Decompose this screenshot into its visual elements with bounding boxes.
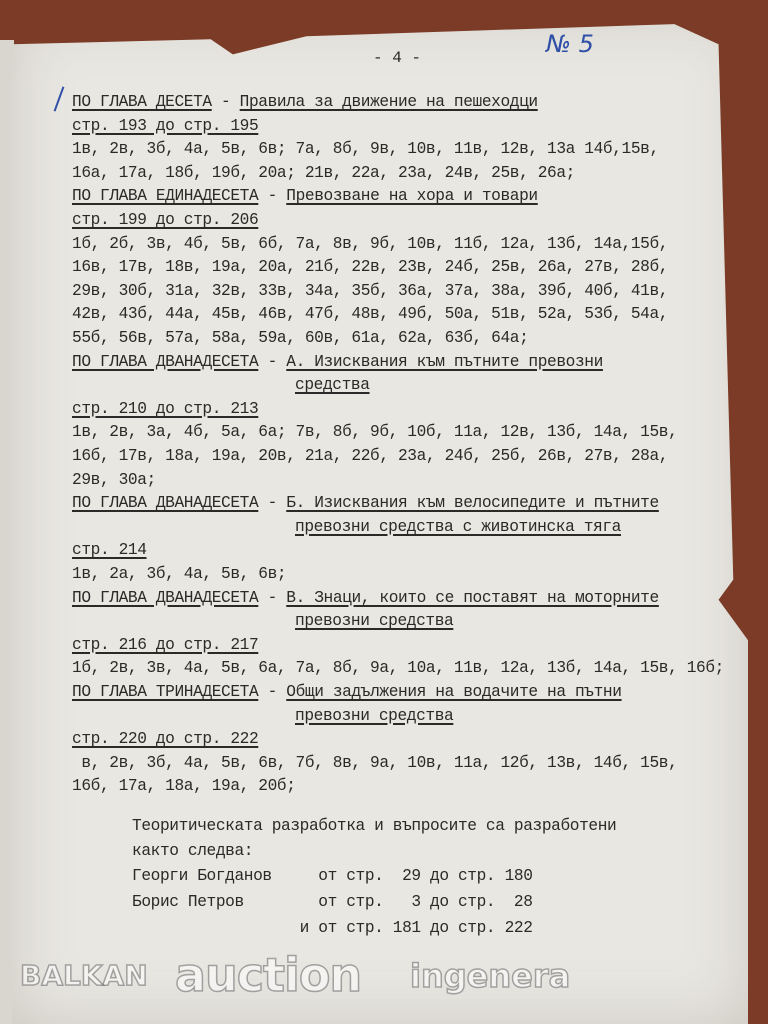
author-line [132,866,533,886]
chapter-label: ПО ГЛАВА ДВАНАДЕСЕТА [72,588,259,607]
page-range [72,635,258,655]
section-title: превозни средства [295,612,454,631]
answer-line [72,564,286,584]
section-heading [72,682,622,702]
answer-text: в, 2в, 3б, 4а, 5в, 6в, 7б, 8в, 9а, 10в, 11а, 12б, 13в, 14б, 15в, [72,753,678,772]
page-range-text: стр. 220 до стр. 222 [72,730,259,749]
page-range-text: стр. 216 до стр. 217 [72,635,259,654]
watermark-line2: auction [175,948,362,1002]
answer-line [72,139,659,159]
page-range-text: стр. 214 [72,541,147,560]
answer-text: 16б, 17в, 18а, 19а, 20в, 21а, 22б, 23а, 24б, 25б, 26в, 27в, 28а, [72,447,669,465]
answer-text: 16б, 17а, 18а, 19а, 20б; [72,777,296,796]
page-range [72,116,258,136]
answer-text: 55б, 56в, 57а, 58а, 59а, 60в, 61а, 62а, 63б, 64а; [72,329,529,347]
background-paper-edge [0,40,14,1024]
answer-line [72,470,156,490]
answer-line [72,776,296,796]
page-range-text: стр. 199 до стр. 206 [72,211,259,229]
dash-separator: - [258,494,287,513]
answer-text: 1б, 2в, 3в, 4а, 5в, 6а, 7а, 8б, 9а, 10а, 11в, 12а, 13б, 14а, 15в, 16б; [72,659,724,678]
answer-line [72,328,528,348]
section-heading [72,493,659,513]
dash-separator: - [258,588,287,607]
chapter-label: ПО ГЛАВА ДВАНАДЕСЕТА [72,352,259,371]
chapter-label: ПО ГЛАВА ЕДИНАДЕСЕТА [72,187,259,206]
dash-separator: - [258,187,287,206]
answer-line [72,446,668,466]
footer-text: Теоритическата разработка и въпросите са разработени [132,817,617,835]
section-title: превозни средства с животинска тяга [295,517,621,536]
section-title: А. Изисквания към пътните превозни [286,352,603,371]
footer-intro [132,816,616,836]
dash-separator: - [258,683,287,701]
answer-text: 1в, 2в, 3а, 4б, 5а, 6а; 7в, 8б, 9б, 10б, 11а, 12в, 13б, 14а, 15в, [72,423,678,442]
page-range [72,399,258,419]
section-title: Б. Изисквания към велосипедите и пътните [286,494,659,513]
section-title: превозни средства [295,706,454,725]
page-number: - 4 - [373,49,422,67]
section-title-continued [295,375,370,395]
answer-line [72,234,668,254]
answer-text: 1в, 2в, 3б, 4а, 5в, 6в; 7а, 8б, 9в, 10в, 11в, 12в, 13а 14б,15в, [72,140,659,159]
author-text: и от стр. 181 до стр. 222 [132,919,533,937]
section-title: Превозване на хора и товари [286,187,538,206]
watermark-line3: ingenera [410,957,571,995]
section-title: Правила за движение на пешеходци [239,93,538,111]
page-range [72,540,147,560]
answer-line [72,658,724,678]
page-range-text: стр. 210 до стр. 213 [72,399,259,418]
dash-separator: - [211,93,240,111]
answer-text: 1б, 2б, 3в, 4б, 5в, 6б, 7а, 8в, 9б, 10в, 11б, 12а, 13б, 14а,15б, [72,234,669,253]
answer-line [72,304,668,324]
section-title-continued [295,706,453,726]
section-title-continued [295,517,621,537]
page-range [72,210,258,230]
handwritten-number: № 5 [546,30,594,58]
chapter-label: ПО ГЛАВА ДЕСЕТА [72,93,212,111]
dash-separator: - [258,352,287,371]
section-title: Общи задължения на водачите на пътни [286,683,622,701]
answer-text: 42в, 43б, 44а, 45в, 46в, 47б, 48в, 49б, 50а, 51в, 52а, 53б, 54а, [72,305,669,324]
answer-text: 16а, 17а, 18б, 19б, 20а; 21в, 22а, 23а, 24в, 25в, 26а; [72,163,575,182]
section-heading [72,352,603,372]
section-heading [72,588,659,608]
section-heading [72,92,538,112]
chapter-label: ПО ГЛАВА ТРИНАДЕСЕТА [72,683,259,701]
answer-line [72,257,668,277]
chapter-label: ПО ГЛАВА ДВАНАДЕСЕТА [72,494,259,513]
section-title: средства [295,376,370,395]
page-range [72,729,258,749]
answer-text: 29в, 30б, 31а, 32в, 33в, 34а, 35б, 36а, 37а, 38а, 39б, 40б, 41в, [72,281,669,300]
section-heading [72,186,538,206]
author-text: Георги Богданов от стр. 29 до стр. 180 [132,867,533,885]
section-title: В. Знаци, които се поставят на моторните [286,588,659,607]
answer-line [72,753,677,773]
footer-text: както следва: [132,842,254,860]
answer-text: 1в, 2а, 3б, 4а, 5в, 6в; [72,565,287,583]
author-text: Борис Петров от стр. 3 до стр. 28 [132,893,533,911]
answer-text: 29в, 30а; [72,470,156,489]
watermark-line1: BALKAN [20,959,148,992]
answer-text: 16в, 17в, 18в, 19а, 20а, 21б, 22в, 23в, 24б, 25в, 26а, 27в, 28б, [72,258,669,277]
section-title-continued [295,611,453,631]
answer-line [72,163,575,183]
footer-intro [132,841,253,861]
page-range-text: стр. 193 до стр. 195 [72,116,259,135]
author-line [132,892,533,912]
answer-line [72,281,668,301]
answer-line [72,422,677,442]
author-line [132,918,533,938]
